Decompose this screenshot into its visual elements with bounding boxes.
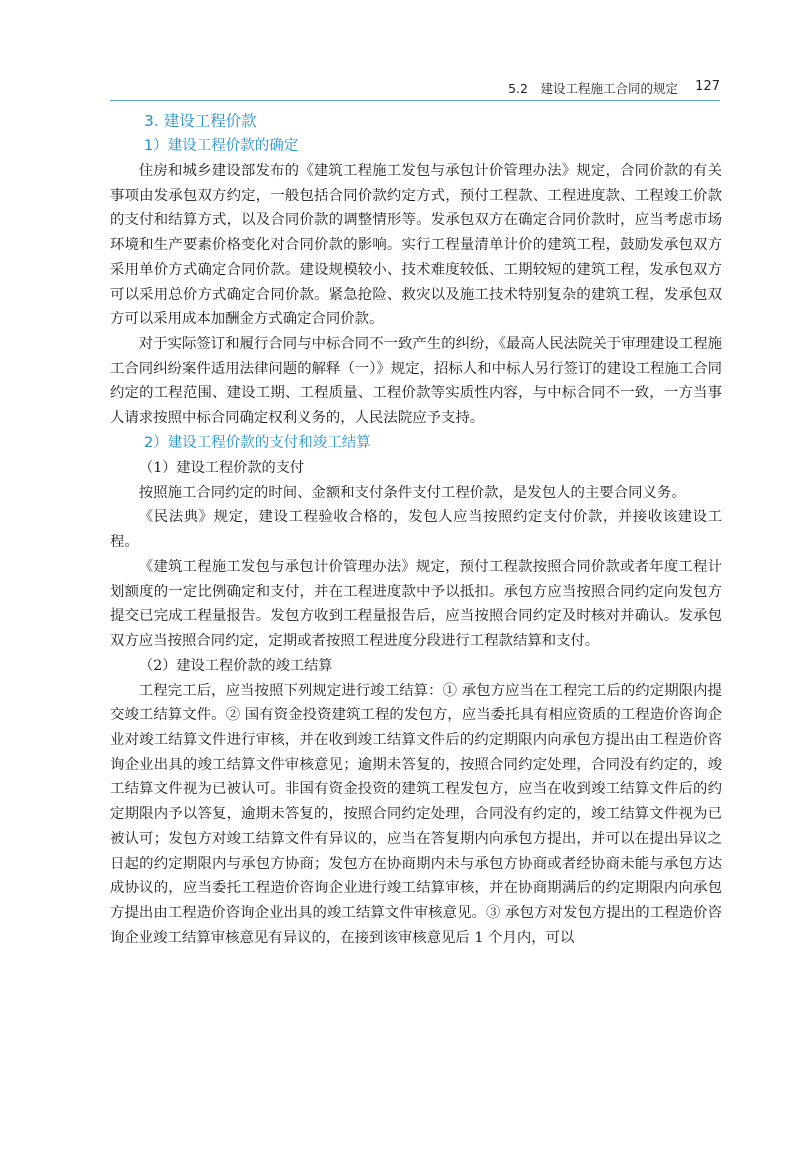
subheading-price-determination: 1）建设工程价款的确定: [144, 138, 299, 154]
minor-heading-payment: （1）建设工程价款的支付: [139, 459, 305, 476]
page-number: 127: [695, 79, 720, 94]
header-section-title: 5.2 建设工程施工合同的规定: [508, 81, 678, 96]
page-body: [110, 108, 722, 950]
paragraph: 按照施工合同约定的时间、金额和支付条件支付工程价款，是发包人的主要合同义务。: [138, 484, 686, 501]
minor-heading-settlement: （2）建设工程价款的竣工结算: [139, 657, 333, 674]
paragraph: 《建筑工程施工发包与承包计价管理办法》规定，预付工程款按照合同价款或者年度工程计划额度的一定比例确定和支付，并在工程进度款中予以抵扣。承包方应当按照合同约定向发包方提交已完成工程量报告。发包方收到工程量报告后，应当按照合同约定及时核对并确认。发承包双方应当按照合同约定，定期或者按照工程进度分段进行工程款结算和支付。: [110, 558, 722, 649]
subheading-payment-settlement: 2）建设工程价款的支付和竣工结算: [144, 434, 371, 451]
running-header: [110, 76, 720, 101]
paragraph: 《民法典》规定，建设工程验收合格的，发包人应当按照约定支付价款，并接收该建设工程。: [110, 509, 722, 551]
paragraph: 工程完工后，应当按照下列规定进行竣工结算：① 承包方应当在工程完工后的约定期限内提交竣工结算文件。② 国有资金投资建筑工程的发包方，应当委托具有相应资质的工程造价咨询企业对竣工结算文件进行审核，并在收到竣工结算文件后的约定期限内向承包方提出由工程造价咨询企业出具的竣工结算文件审核意见；逾期未答复的，按照合同约定处理，合同没有约定的，竣工结算文件视为已被认可。非国有资金投资的建筑工程发包方，应当在收到竣工结算文件后的约定期限内予以答复，逾期未答复的，按照合同约定处理，合同没有约定的，竣工结算文件视为已被认可；发包方对竣工结算文件有异议的，应当在答复期内向承包方提出，并可以在提出异议之日起的约定期限内与承包方协商；发包方在协商期内未与承包方协商或者经协商未能与承包方达成协议的，应当委托工程造价咨询企业进行竣工结算审核，并在协商期满后的约定期限内向承包方提出由工程造价咨询企业出具的竣工结算文件审核意见。③ 承包方对发包方提出的工程造价咨询企业竣工结算审核意见有异议的，在接到该审核意见后 1 个月内，可以: [110, 682, 722, 946]
section-heading: 3. 建设工程价款: [144, 112, 257, 130]
paragraph: 对于实际签订和履行合同与中标合同不一致产生的纠纷，《最高人民法院关于审理建设工程施工合同纠纷案件适用法律问题的解释（一）》规定，招标人和中标人另行签订的建设工程施工合同约定的工程范围、建设工期、工程质量、工程价款等实质性内容，与中标合同不一致，一方当事人请求按照中标合同确定权利义务的，人民法院应予支持。: [110, 335, 722, 427]
paragraph: 住房和城乡建设部发布的《建筑工程施工发包与承包计价管理办法》规定，合同价款的有关事项由发承包双方约定，一般包括合同价款约定方式，预付工程款、工程进度款、工程竣工价款的支付和结算方式，以及合同价款的调整情形等。发承包双方在确定合同价款时，应当考虑市场环境和生产要素价格变化对合同价款的影响。实行工程量清单计价的建筑工程，鼓励发承包双方采用单价方式确定合同价款。建设规模较小、技术难度较低、工期较短的建筑工程，发承包双方可以采用总价方式确定合同价款。紧急抢险、救灾以及施工技术特别复杂的建筑工程，发承包双方可以采用成本加酬金方式确定合同价款。: [110, 163, 722, 328]
